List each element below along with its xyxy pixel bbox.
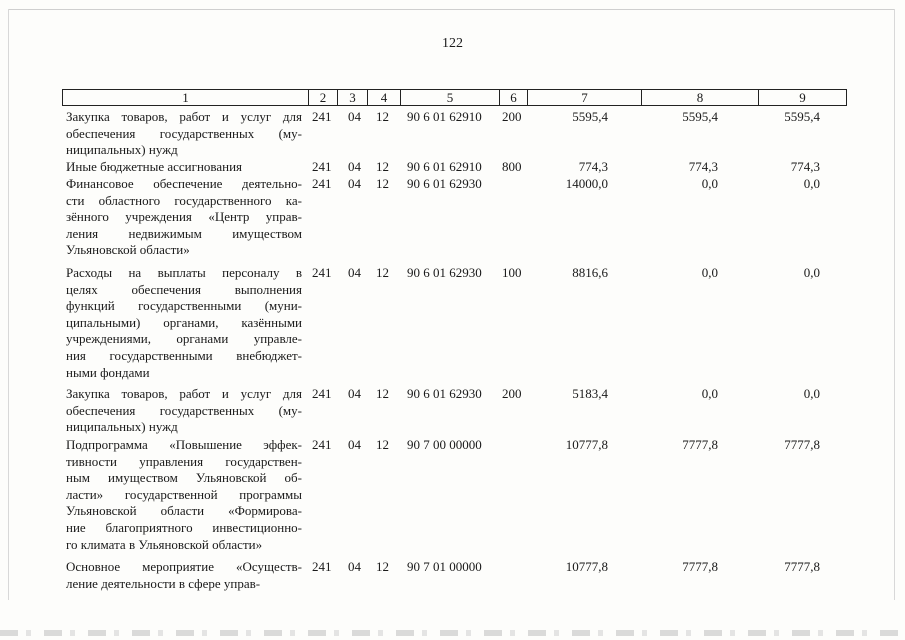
header-col-8: 8 — [642, 90, 759, 105]
header-col-6: 6 — [500, 90, 528, 105]
description-line: Закупка товаров, работ и услуг для — [66, 386, 302, 401]
row-1-col-2: 241 — [312, 109, 332, 124]
description-line: ными фондами — [66, 364, 150, 380]
row-7-col-2: 241 — [312, 559, 332, 574]
row-4-col-6: 100 — [502, 265, 522, 280]
description-line: Финансовое обеспечение деятельно- — [66, 176, 302, 191]
row-6-col-3: 04 — [348, 437, 361, 452]
description-line: тивности управления государствен- — [66, 453, 302, 469]
header-col-1: 1 — [63, 90, 309, 105]
header-col-7: 7 — [528, 90, 642, 105]
row-5-col-8: 0,0 — [701, 386, 718, 401]
row-7-col-7: 10777,8 — [565, 559, 608, 574]
row-3-col-9: 0,0 — [803, 176, 820, 191]
description-line: Подпрограмма «Повышение эффек- — [66, 437, 302, 452]
description-line: целях обеспечения выполнения — [66, 281, 302, 297]
page-edge-left — [8, 9, 9, 600]
row-1-description — [66, 109, 302, 159]
description-line: ным имуществом Ульяновской об- — [66, 470, 302, 486]
row-3-col-3: 04 — [348, 176, 361, 191]
row-4-col-8: 0,0 — [701, 265, 718, 280]
description-line: ние благоприятного инвестиционно- — [66, 519, 302, 535]
row-2-description — [66, 159, 302, 176]
row-2-col-9: 774,3 — [790, 159, 820, 174]
description-line: Основное мероприятие «Осуществ- — [66, 559, 302, 574]
row-3-col-8: 0,0 — [701, 176, 718, 191]
row-5-col-7: 5183,4 — [572, 386, 608, 401]
row-2-col-5: 90 6 01 62910 — [407, 159, 482, 174]
row-4-col-3: 04 — [348, 265, 361, 280]
row-3-col-5: 90 6 01 62930 — [407, 176, 482, 191]
description-line: обеспечения государственных (му- — [66, 402, 302, 418]
row-4-description — [66, 265, 302, 381]
row-5-col-6: 200 — [502, 386, 522, 401]
row-5-col-5: 90 6 01 62930 — [407, 386, 482, 401]
row-3-col-4: 12 — [376, 176, 389, 191]
description-line: ниципальных) нужд — [66, 419, 178, 435]
row-1-col-3: 04 — [348, 109, 361, 124]
row-6-col-2: 241 — [312, 437, 332, 452]
row-7-col-8: 7777,8 — [682, 559, 718, 574]
description-line: Расходы на выплаты персоналу в — [66, 265, 302, 280]
row-6-col-7: 10777,8 — [565, 437, 608, 452]
row-6-col-4: 12 — [376, 437, 389, 452]
description-line: учреждениями, органами управле- — [66, 331, 302, 347]
description-line: го климата в Ульяновской области» — [66, 536, 263, 552]
row-6-description — [66, 437, 302, 553]
description-line: ласти» государственной программы — [66, 486, 302, 502]
row-3-col-2: 241 — [312, 176, 332, 191]
row-2-col-8: 774,3 — [688, 159, 718, 174]
description-line: Ульяновской области «Формирова- — [66, 503, 302, 519]
description-line: ниципальных) нужд — [66, 142, 178, 158]
description-line: сти областного государственного ка- — [66, 192, 302, 208]
row-4-col-7: 8816,6 — [572, 265, 608, 280]
row-5-description — [66, 386, 302, 436]
row-7-col-3: 04 — [348, 559, 361, 574]
row-1-col-7: 5595,4 — [572, 109, 608, 124]
description-line: обеспечения государственных (му- — [66, 125, 302, 141]
row-7-col-4: 12 — [376, 559, 389, 574]
row-7-col-9: 7777,8 — [784, 559, 820, 574]
description-line: ления недвижимым имуществом — [66, 225, 302, 241]
description-line: зённого учреждения «Центр управ- — [66, 209, 302, 225]
row-4-col-5: 90 6 01 62930 — [407, 265, 482, 280]
description-line: функций государственными (муни- — [66, 298, 302, 314]
page-number: 122 — [442, 36, 463, 51]
row-4-col-9: 0,0 — [803, 265, 820, 280]
header-col-5: 5 — [401, 90, 500, 105]
page-edge-right — [894, 9, 895, 600]
row-2-col-6: 800 — [502, 159, 522, 174]
row-3-description — [66, 176, 302, 259]
row-6-col-9: 7777,8 — [784, 437, 820, 452]
header-col-3: 3 — [338, 90, 368, 105]
page-edge-top — [8, 9, 895, 10]
header-col-4: 4 — [368, 90, 401, 105]
description-line: Закупка товаров, работ и услуг для — [66, 109, 302, 124]
description-line: Иные бюджетные ассигнования — [66, 159, 243, 174]
row-5-col-9: 0,0 — [803, 386, 820, 401]
table-header — [62, 89, 847, 106]
row-5-col-4: 12 — [376, 386, 389, 401]
description-line: ление деятельности в сфере управ- — [66, 575, 261, 591]
row-2-col-7: 774,3 — [578, 159, 608, 174]
row-7-col-5: 90 7 01 00000 — [407, 559, 482, 574]
row-1-col-8: 5595,4 — [682, 109, 718, 124]
row-1-col-4: 12 — [376, 109, 389, 124]
row-4-col-4: 12 — [376, 265, 389, 280]
scan-artifact — [0, 630, 905, 636]
description-line: ципальными) органами, казёнными — [66, 314, 302, 330]
row-1-col-9: 5595,4 — [784, 109, 820, 124]
row-7-description — [66, 559, 302, 592]
row-1-col-6: 200 — [502, 109, 522, 124]
header-col-2: 2 — [309, 90, 338, 105]
description-line: Ульяновской области» — [66, 242, 190, 258]
description-line: ния государственными внебюджет- — [66, 347, 302, 363]
row-6-col-5: 90 7 00 00000 — [407, 437, 482, 452]
row-3-col-7: 14000,0 — [565, 176, 608, 191]
row-2-col-4: 12 — [376, 159, 389, 174]
row-5-col-2: 241 — [312, 386, 332, 401]
header-col-9: 9 — [799, 90, 806, 105]
row-5-col-3: 04 — [348, 386, 361, 401]
row-2-col-3: 04 — [348, 159, 361, 174]
row-2-col-2: 241 — [312, 159, 332, 174]
row-1-col-5: 90 6 01 62910 — [407, 109, 482, 124]
row-6-col-8: 7777,8 — [682, 437, 718, 452]
row-4-col-2: 241 — [312, 265, 332, 280]
